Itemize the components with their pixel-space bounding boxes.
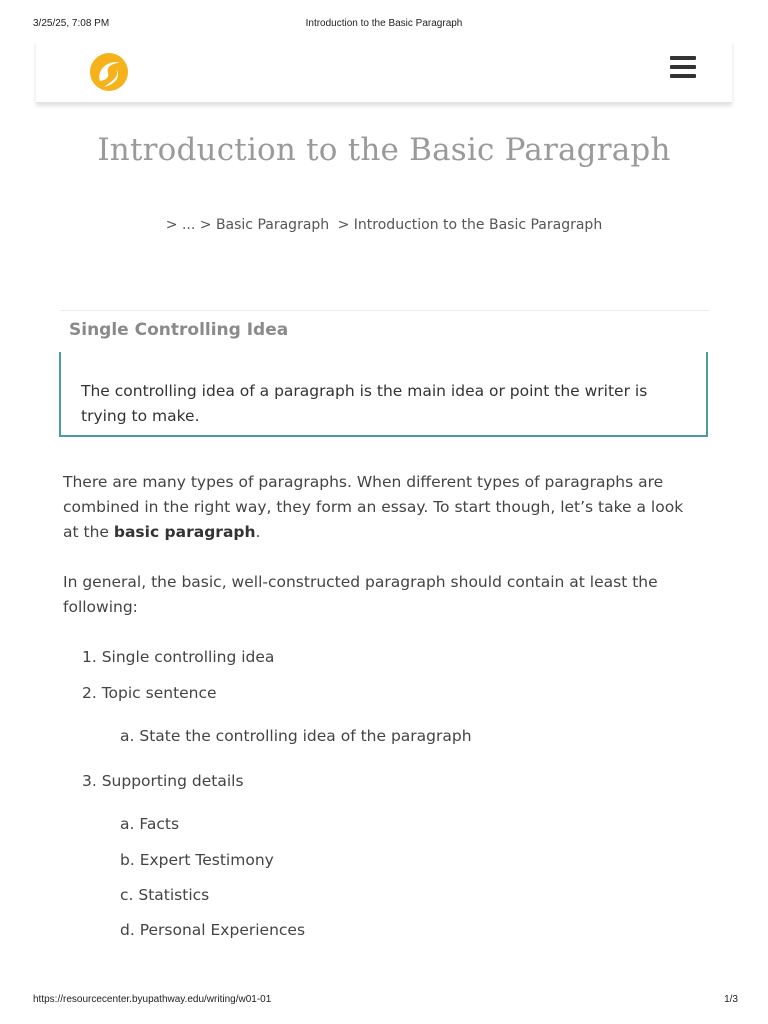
- list-item: 2. Topic sentence: [82, 684, 217, 702]
- list-item: c. Statistics: [120, 886, 210, 904]
- intro-period: .: [255, 523, 261, 541]
- list-item: 1. Single controlling idea: [82, 648, 275, 666]
- hamburger-menu-icon[interactable]: [670, 56, 696, 80]
- list-item: a. Facts: [120, 815, 180, 833]
- print-footer: [0, 994, 768, 1008]
- general-paragraph: In general, the basic, well-constructed paragraph should contain at least the following:: [63, 573, 658, 616]
- basic-paragraph-bold: basic paragraph: [113, 523, 256, 541]
- section-divider: [60, 310, 710, 311]
- breadcrumb: [0, 217, 768, 233]
- print-header: [0, 18, 768, 32]
- print-url: https://resourcecenter.byupathway.edu/writing/w01-01: [33, 994, 272, 1005]
- list-item: a. State the controlling idea of the paragraph: [120, 727, 472, 745]
- breadcrumb-item-basic-paragraph[interactable]: > ... > Basic Paragraph: [165, 217, 330, 233]
- print-datetime: 3/25/25, 7:08 PM: [33, 18, 110, 29]
- byu-pathway-flame-logo-icon[interactable]: [88, 51, 130, 93]
- intro-text: There are many types of paragraphs. When different types of paragraphs are combined in the right way, they form an essay. To start though, let’s take a look at the: [63, 473, 684, 541]
- print-document-title: Introduction to the Basic Paragraph: [305, 18, 463, 29]
- print-page-number: 1/3: [724, 994, 738, 1005]
- list-item: d. Personal Experiences: [120, 921, 306, 939]
- section-heading: Single Controlling Idea: [69, 320, 289, 340]
- controlling-idea-callout: [59, 352, 708, 437]
- intro-paragraph: [63, 470, 703, 545]
- callout-text: The controlling idea of a paragraph is the main idea or point the writer is trying to make.: [81, 382, 648, 425]
- list-item: 3. Supporting details: [82, 772, 244, 790]
- breadcrumb-item-current[interactable]: > Introduction to the Basic Paragraph: [337, 217, 603, 233]
- page-title: Introduction to the Basic Paragraph: [97, 132, 671, 168]
- site-header: [36, 40, 732, 103]
- list-item: b. Expert Testimony: [120, 851, 274, 869]
